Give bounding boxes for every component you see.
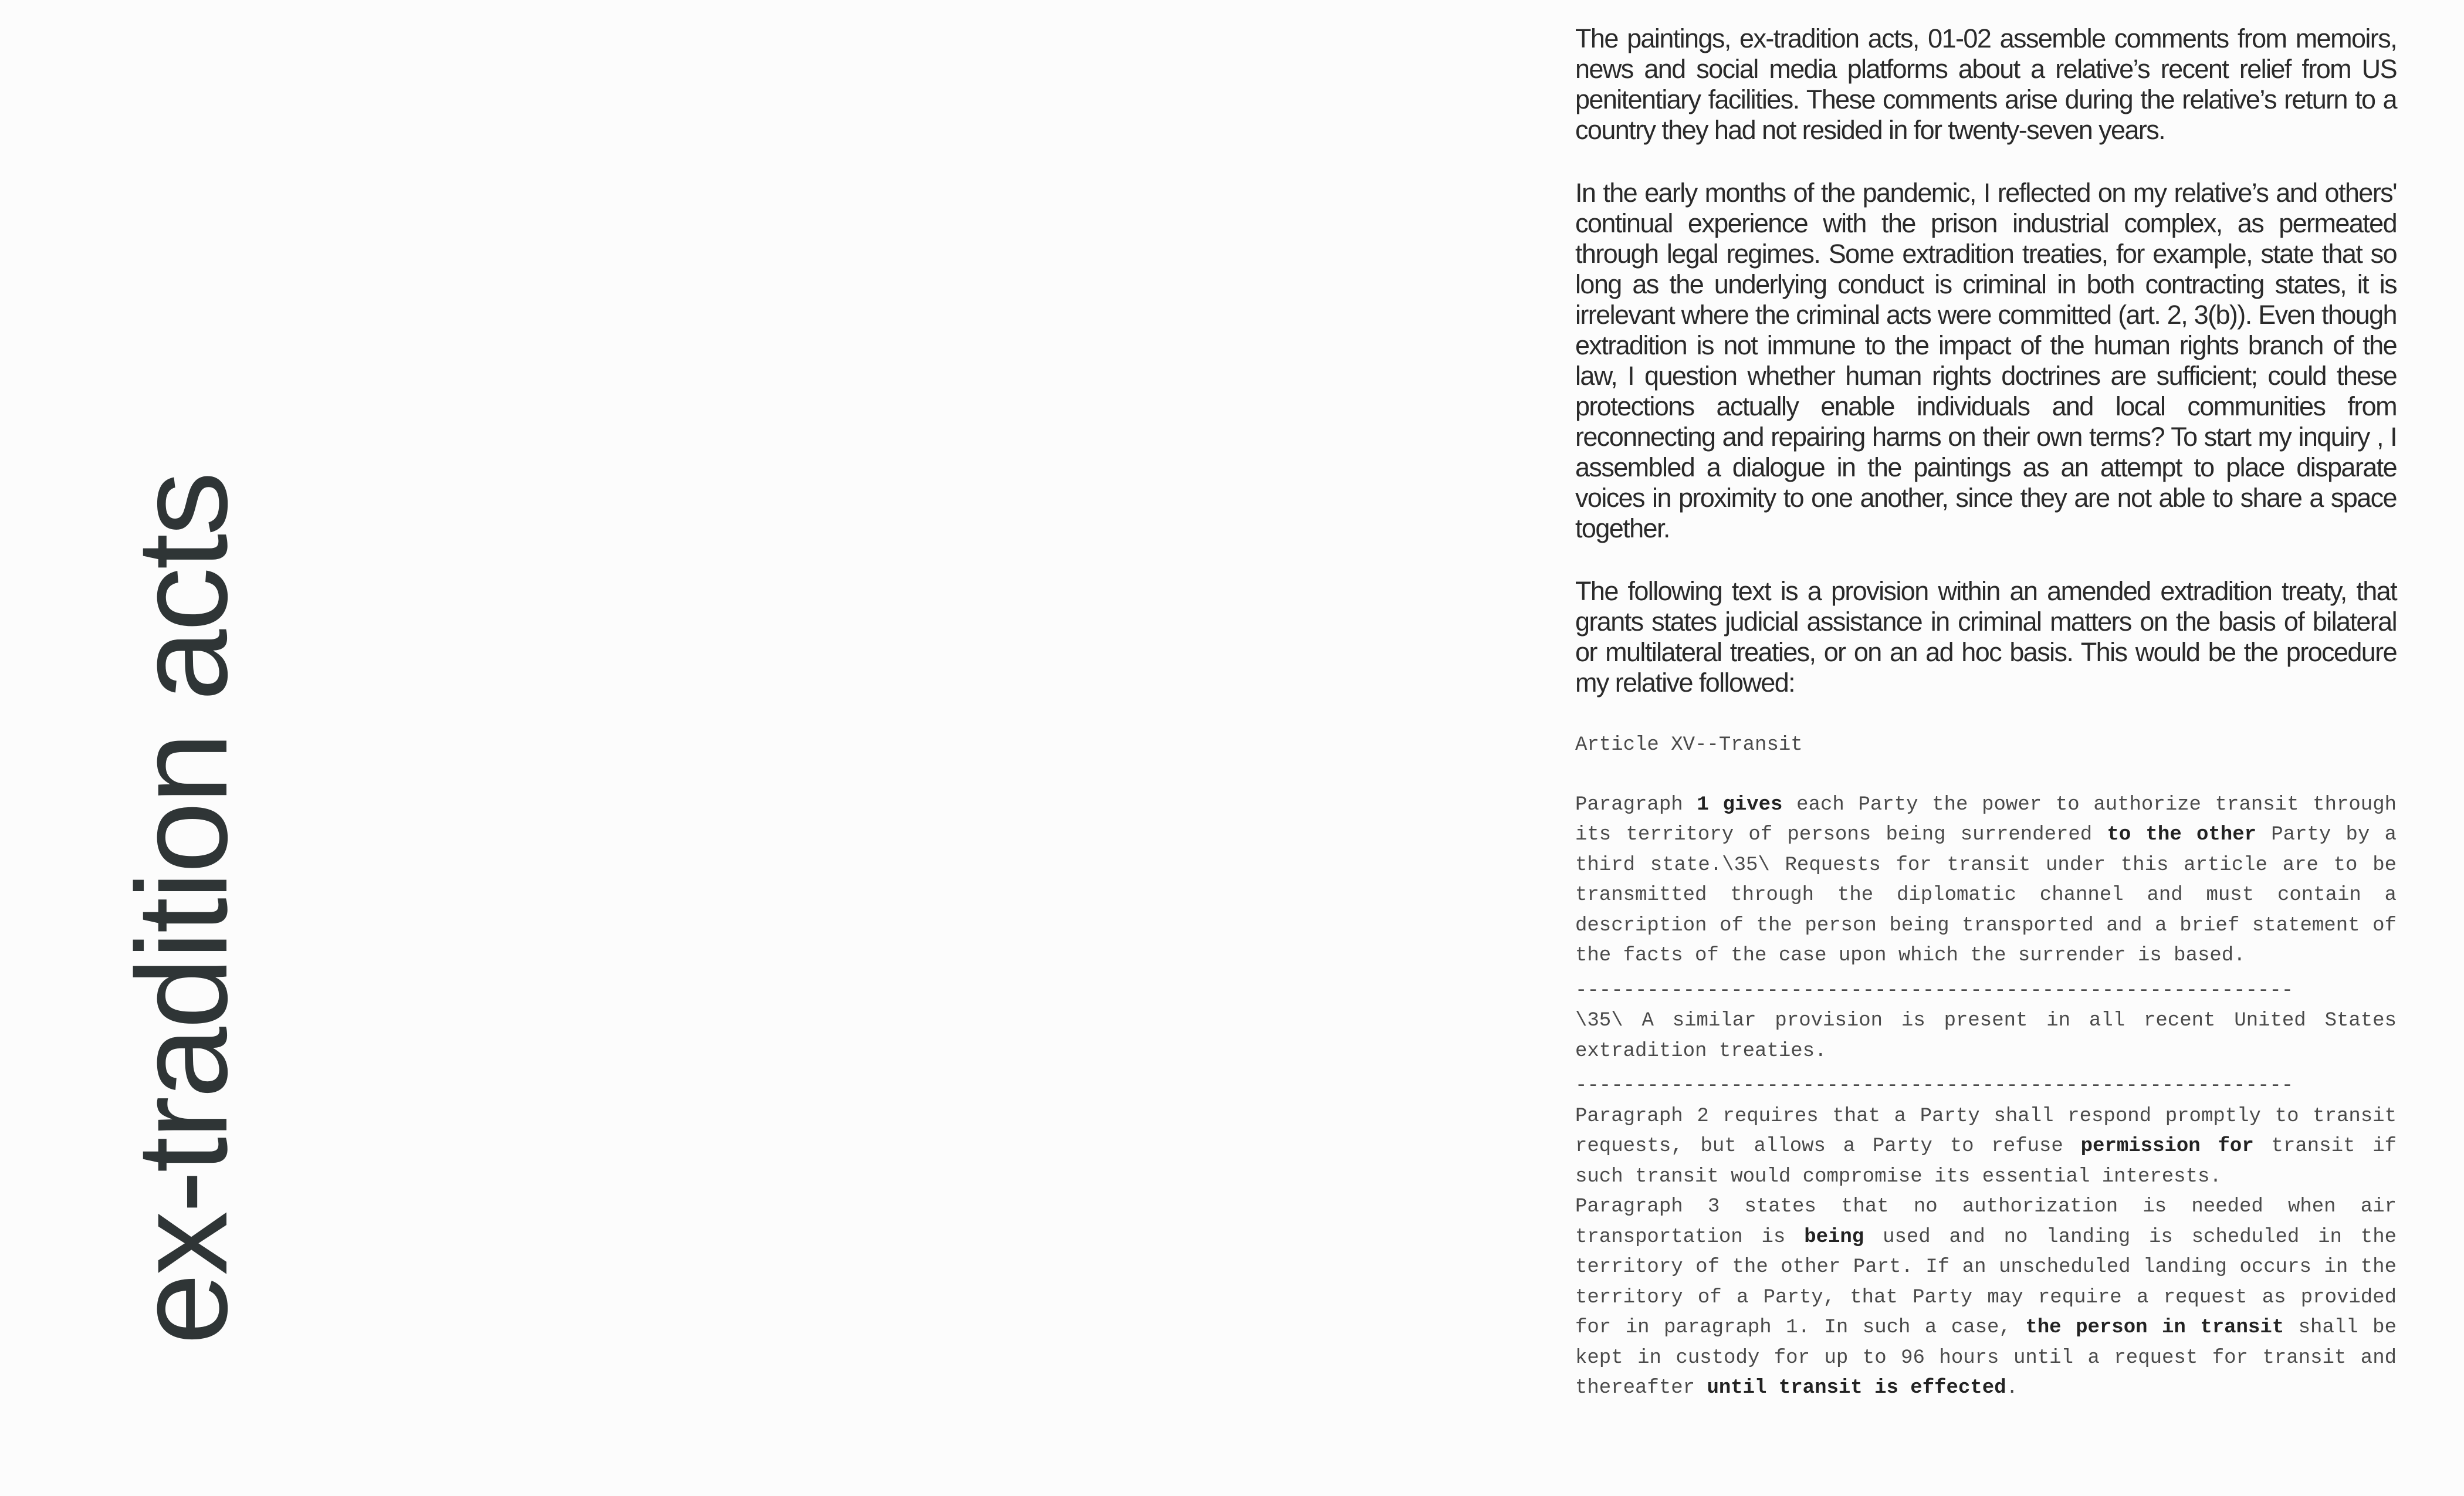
p3-text-3: shall be kept in custody for up to 96 hours until a request for transit and thereafter	[1575, 1316, 2397, 1399]
p1-bold-1: 1 gives	[1697, 793, 1783, 816]
p1-text-3: Party by a third state.\35\ Requests for transit under this article are to be transmitted through the diplomatic channel and must contain a description of the person being transported and a brief statement of the facts of the case upon which the surrender is based.	[1575, 824, 2397, 967]
prose-section	[1575, 23, 2397, 698]
treaty-excerpt	[1575, 730, 2397, 1404]
p2-bold-1: permission for	[2080, 1135, 2254, 1157]
p2-text-1: Paragraph 2 requires that a Party shall respond promptly to transit requests, but allows a Party to refuse	[1575, 1105, 2397, 1157]
reflection-paragraph: In the early months of the pandemic, I reflected on my relative’s and others' continual experience with the prison industrial complex, as permeated through legal regimes. Some extradition treaties, for example, state that so long as the underlying conduct is criminal in both contracting states, it is irrelevant where the criminal acts were committed (art. 2, 3(b)). Even though extradition is not immune to the impact of the human rights branch of the law, I question whether human rights doctrines are sufficient; could these protections actually enable individuals and local communities from reconnecting and repairing harms on their own terms? To start my inquiry , I assembled a dialogue in the paintings as an attempt to place disparate voices in proximity to one another, since they are not able to share a space together.	[1575, 178, 2397, 543]
p3-text-4: .	[2006, 1377, 2018, 1399]
article-heading: Article XV--Transit	[1575, 734, 1803, 756]
p3-text-2: used and no landing is scheduled in the territory of the other Part. If an unscheduled landing occurs in the territory of a Party, that Party may require a request as provided for in paragraph 1. In such a case,	[1575, 1226, 2397, 1339]
footnote: \35\ A similar provision is present in all recent United States extradition treaties.	[1575, 1010, 2397, 1062]
p1-text-2: each Party the power to authorize transit through its territory of persons being surrendered	[1575, 793, 2397, 846]
p1-text-1: Paragraph	[1575, 793, 1697, 816]
p2-text-2: transit if such transit would compromise its essential interests.	[1575, 1135, 2397, 1188]
p3-bold-3: until transit is effected	[1707, 1377, 2006, 1399]
p3-text-1: Paragraph 3 states that no authorization is needed when air transportation is	[1575, 1196, 2397, 1248]
footnote-rule-bottom: ------------------------------------------------------------	[1575, 1075, 2294, 1097]
paragraph-2	[1575, 1102, 2397, 1193]
p3-bold-1: being	[1804, 1226, 1864, 1248]
footnote-rule-top: ------------------------------------------------------------	[1575, 979, 2294, 1002]
paragraph-1	[1575, 790, 2397, 972]
text-column	[1575, 23, 2397, 1404]
p3-bold-2: the person in transit	[2025, 1316, 2284, 1339]
provision-intro-paragraph: The following text is a provision within an amended extradition treaty, that grants states judicial assistance in criminal matters on the basis of bilateral or multilateral treaties, or on an ad hoc basis. This would be the procedure my relative followed:	[1575, 576, 2397, 698]
p1-bold-2: to the other	[2107, 824, 2257, 846]
paragraph-3	[1575, 1192, 2397, 1404]
intro-paragraph: The paintings, ex-tradition acts, 01-02 assemble comments from memoirs, news and social media platforms about a relative’s recent relief from US penitentiary facilities. These comments arise during the relative’s return to a country they had not resided in for twenty-seven years.	[1575, 23, 2397, 145]
vertical-title: ex-tradition acts	[110, 473, 254, 1345]
